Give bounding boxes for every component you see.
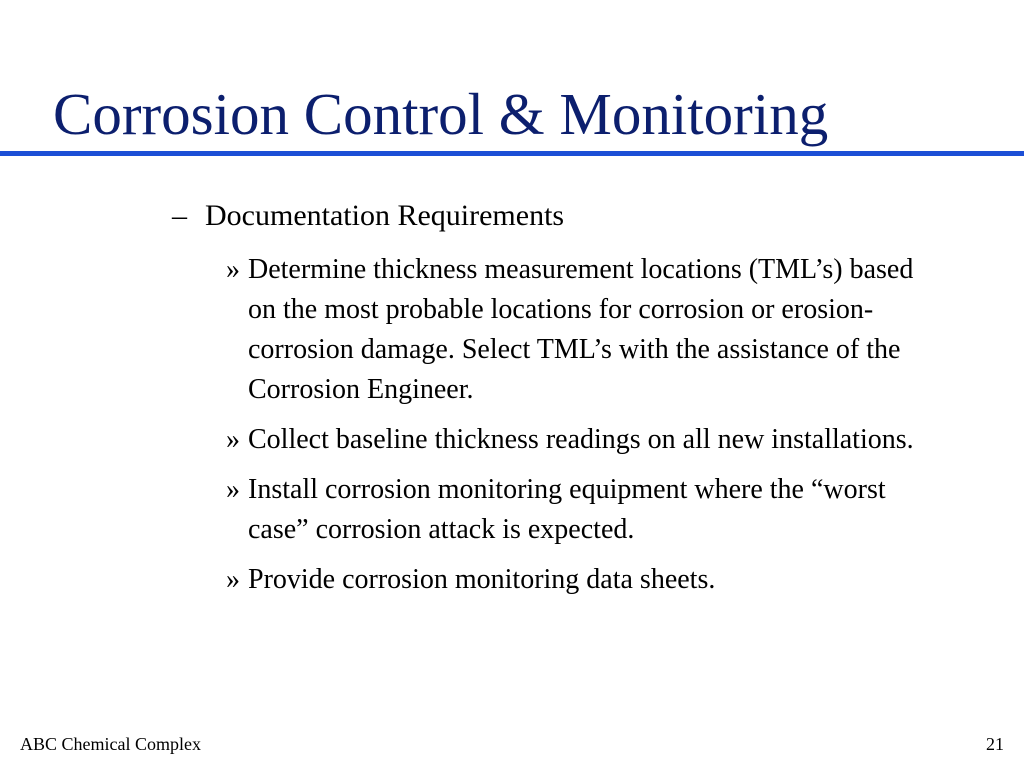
chevron-bullet-icon: »: [226, 564, 240, 595]
slide-title: Corrosion Control & Monitoring: [53, 81, 829, 147]
chevron-bullet-icon: »: [226, 424, 240, 455]
list-item-text: Install corrosion monitoring equipment where the “worst case” corrosion attack is expected.: [248, 474, 886, 545]
footer-organization: ABC Chemical Complex: [20, 734, 201, 754]
list-item-text: Collect baseline thickness readings on all new installations.: [248, 424, 914, 455]
dash-bullet-icon: –: [172, 199, 187, 232]
title-underline: [0, 151, 1024, 156]
chevron-bullet-icon: »: [226, 474, 240, 505]
list-item: [226, 420, 928, 460]
list-item-text: Provide corrosion monitoring data sheets.: [248, 564, 716, 595]
chevron-bullet-icon: »: [226, 254, 240, 285]
page-number: 21: [986, 734, 1004, 754]
section-heading-text: Documentation Requirements: [205, 199, 565, 232]
requirements-list: [172, 250, 952, 600]
slide-content: [172, 196, 952, 610]
list-item: [226, 560, 928, 600]
section-heading: [172, 196, 952, 236]
list-item-text: Determine thickness measurement locations (TML’s) based on the most probable locations for corrosion or erosion-corrosion damage. Select TML’s with the assistance of the Corrosion Engineer.: [248, 254, 914, 405]
list-item: [226, 250, 928, 410]
list-item: [226, 470, 928, 550]
